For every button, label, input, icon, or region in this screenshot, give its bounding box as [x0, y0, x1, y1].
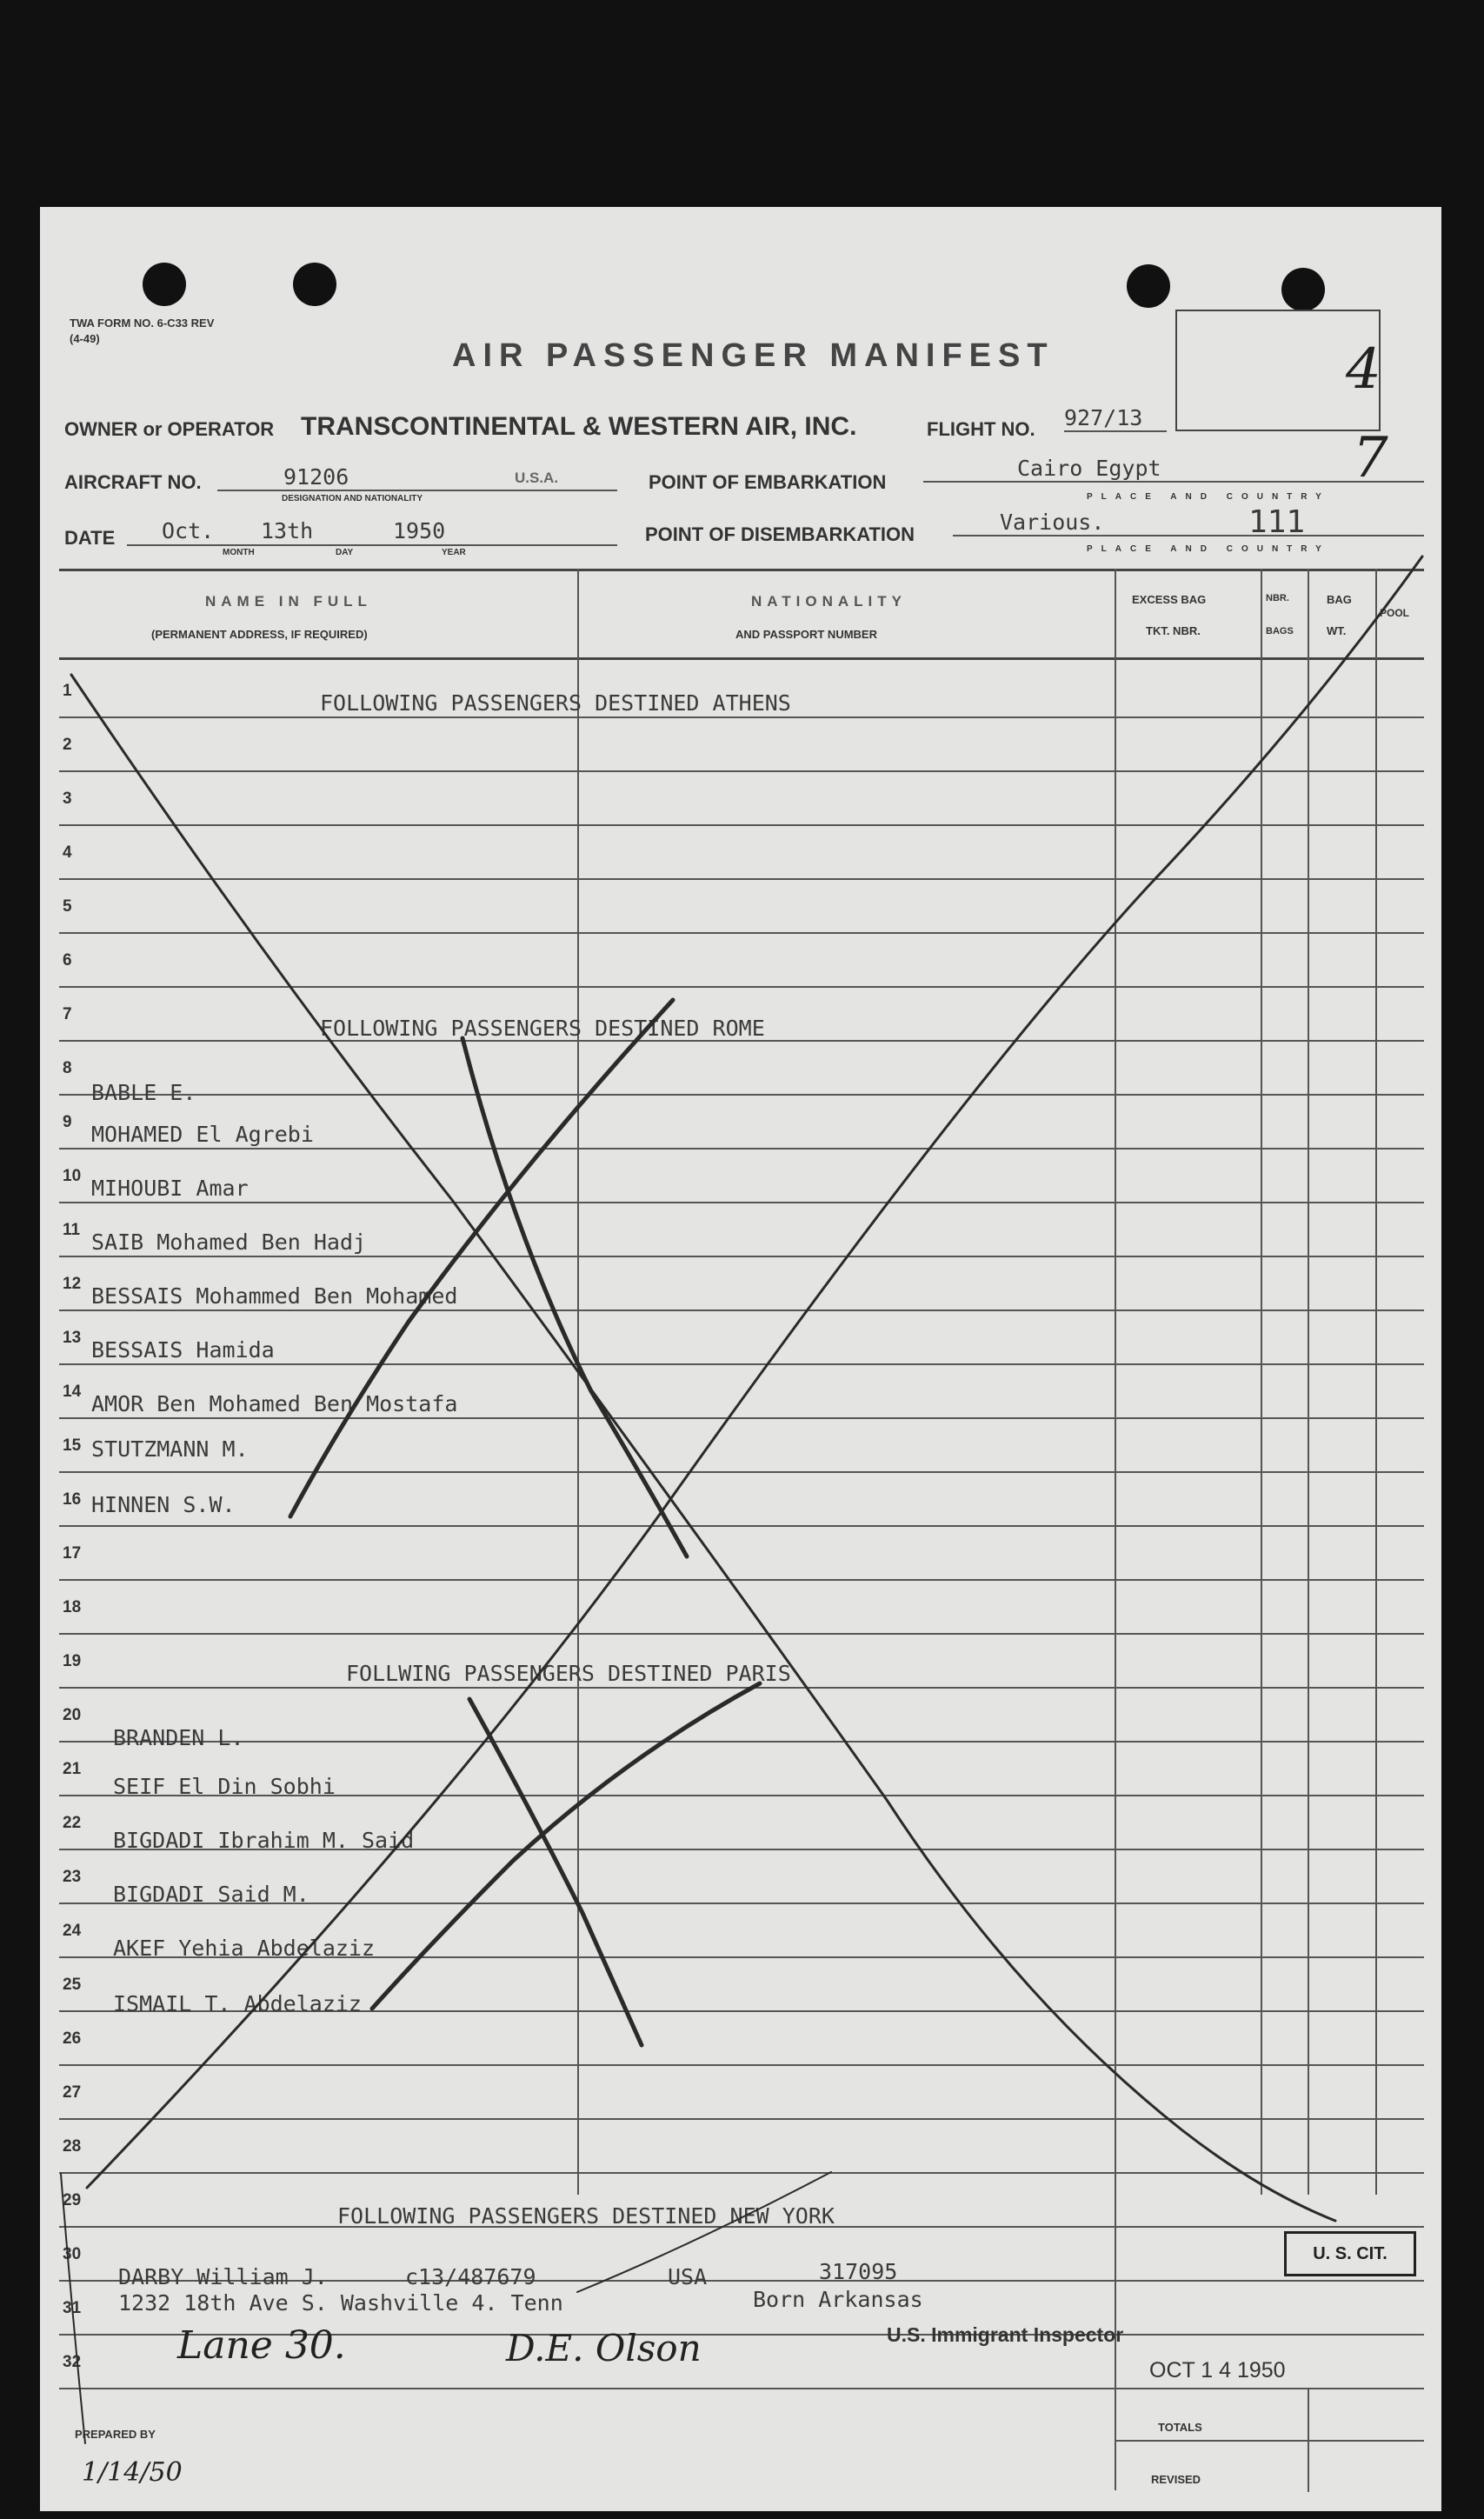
passenger-name: HINNEN S.W. [91, 1492, 236, 1517]
column-nbr-sub: BAGS [1266, 626, 1294, 636]
column-bag-title: BAG [1327, 593, 1352, 606]
passenger-name: BRANDEN L. [113, 1725, 244, 1750]
date-year: 1950 [393, 518, 446, 543]
row-number: 23 [63, 1868, 82, 1886]
passenger-name: BESSAIS Hamida [91, 1337, 275, 1363]
passenger-name: SEIF El Din Sobhi [113, 1774, 336, 1799]
row-number: 30 [63, 2245, 82, 2263]
form-number: TWA FORM NO. 6-C33 REV [70, 317, 215, 330]
revised-label: REVISED [1151, 2473, 1201, 2486]
date-day: 13th [261, 518, 314, 543]
row-number: 26 [63, 2029, 82, 2048]
large-cross-stroke [71, 675, 1335, 2221]
passenger-name: BIGDADI Ibrahim M. Said [113, 1828, 415, 1853]
row-number: 20 [63, 1706, 82, 1724]
row-number: 18 [63, 1598, 82, 1616]
date-caption-month: MONTH [223, 548, 255, 557]
row-number: 15 [63, 1436, 82, 1455]
row-number: 32 [63, 2353, 82, 2371]
passenger-address: 1232 18th Ave S. Washville 4. Tenn [118, 2290, 563, 2316]
row-number: 9 [63, 1113, 72, 1131]
prepared-by-label: PREPARED BY [75, 2428, 156, 2441]
prepared-by-value: 1/14/50 [82, 2457, 183, 2488]
disembark-label: POINT OF DISEMBARKATION [645, 523, 915, 545]
row-number: 2 [63, 736, 72, 754]
column-nbr-title: NBR. [1266, 593, 1289, 603]
row-number: 19 [63, 1652, 82, 1670]
page-title: AIR PASSENGER MANIFEST [452, 337, 1055, 374]
disembark-value: Various. [953, 510, 1424, 536]
flight-value: 927/13 [1064, 405, 1167, 432]
passenger-nationality: USA [668, 2264, 708, 2289]
owner-label: OWNER or OPERATOR [64, 418, 275, 440]
row-number: 31 [63, 2299, 82, 2317]
date-month: Oct. [162, 518, 215, 543]
row-number: 12 [63, 1275, 82, 1293]
column-excess-title: EXCESS BAG [1132, 593, 1207, 606]
section-heading-paris: FOLLWING PASSENGERS DESTINED PARIS [346, 1661, 791, 1686]
large-cross-stroke [87, 556, 1422, 2188]
owner-value: TRANSCONTINENTAL & WESTERN AIR, INC. [301, 412, 857, 441]
row-number: 3 [63, 790, 72, 808]
column-name-title: NAME IN FULL [205, 593, 372, 610]
new-york-strike-stroke [577, 2172, 831, 2292]
inspector-stamp: U.S. Immigrant Inspector [887, 2323, 1124, 2346]
date-caption-day: DAY [336, 548, 354, 557]
left-margin-stroke [61, 2174, 85, 2443]
column-pool: POOL [1380, 607, 1410, 619]
column-bag-sub: WT. [1327, 624, 1347, 637]
us-citizen-stamp: U. S. CIT. [1284, 2231, 1416, 2276]
row-number: 7 [63, 1005, 72, 1023]
disembark-caption: PLACE AND COUNTRY [1087, 544, 1330, 554]
row-number: 10 [63, 1167, 82, 1185]
row-number: 13 [63, 1329, 82, 1347]
inspector-signature: D.E. Olson [506, 2327, 702, 2369]
section-heading-athens: FOLLOWING PASSENGERS DESTINED ATHENS [320, 690, 791, 716]
row-number: 6 [63, 951, 72, 970]
row-number: 25 [63, 1976, 82, 1994]
passenger-count: 111 [1248, 504, 1306, 540]
paris-cross-stroke [372, 1683, 760, 2009]
date-label: DATE [64, 527, 116, 549]
column-nationality-title: NATIONALITY [751, 593, 908, 610]
row-number: 17 [63, 1544, 82, 1563]
passenger-name: STUTZMANN M. [91, 1436, 249, 1462]
date-caption-year: YEAR [442, 548, 466, 557]
passenger-name: AMOR Ben Mohamed Ben Mostafa [91, 1391, 458, 1416]
embark-value: Cairo Egypt [923, 456, 1424, 483]
passenger-name: AKEF Yehia Abdelaziz [113, 1936, 376, 1961]
passenger-name: BIGDADI Said M. [113, 1882, 309, 1907]
paris-cross-stroke [469, 1699, 642, 2045]
row-number: 8 [63, 1059, 72, 1077]
column-nationality-sub: AND PASSPORT NUMBER [735, 628, 877, 641]
row-number: 28 [63, 2137, 82, 2156]
passenger-name: SAIB Mohamed Ben Hadj [91, 1230, 367, 1255]
passenger-number: 317095 [819, 2259, 898, 2284]
row-number: 29 [63, 2191, 82, 2209]
passenger-name: MOHAMED El Agrebi [91, 1122, 314, 1147]
passenger-name: DARBY William J. [118, 2264, 328, 2289]
rome-cross-stroke [290, 1000, 673, 1516]
embark-label: POINT OF EMBARKATION [649, 471, 887, 493]
section-heading-new-york: FOLLOWING PASSENGERS DESTINED NEW YORK [337, 2203, 835, 2229]
aircraft-label: AIRCRAFT NO. [64, 471, 202, 493]
column-name-sub: (PERMANENT ADDRESS, IF REQUIRED) [151, 628, 368, 641]
row-number: 16 [63, 1490, 82, 1509]
row-number: 4 [63, 843, 72, 862]
aircraft-caption: DESIGNATION AND NATIONALITY [282, 494, 423, 503]
row-number: 21 [63, 1760, 82, 1778]
aircraft-value: 91206 [217, 464, 617, 491]
passenger-name: BABLE E. [91, 1080, 196, 1105]
row-number: 22 [63, 1814, 82, 1832]
row-number: 27 [63, 2083, 82, 2102]
handwritten-note: Lane 30. [177, 2323, 346, 2368]
flight-label: FLIGHT NO. [927, 418, 1035, 440]
corner-number: 4 [1346, 337, 1381, 402]
row-number: 11 [63, 1221, 81, 1239]
passenger-name: MIHOUBI Amar [91, 1176, 249, 1201]
passenger-name: ISMAIL T. Abdelaziz [113, 1991, 362, 2016]
aircraft-nationality: U.S.A. [515, 470, 559, 486]
row-number: 14 [63, 1383, 82, 1401]
row-number: 1 [63, 682, 72, 700]
stamp-date: OCT 1 4 1950 [1149, 2358, 1286, 2382]
passenger-birthplace: Born Arkansas [753, 2287, 923, 2312]
passport-number: c13/487679 [405, 2264, 536, 2289]
row-number: 24 [63, 1922, 82, 1940]
section-heading-rome: FOLLOWING PASSENGERS DESTINED ROME [320, 1016, 765, 1041]
rome-cross-stroke [463, 1038, 687, 1556]
corner-number: 7 [1353, 426, 1388, 490]
row-number: 5 [63, 897, 72, 916]
passenger-name: BESSAIS Mohammed Ben Mohamed [91, 1283, 458, 1309]
embark-caption: PLACE AND COUNTRY [1087, 492, 1330, 502]
totals-label: TOTALS [1158, 2421, 1202, 2434]
form-date: (4-49) [70, 332, 100, 345]
column-excess-sub: TKT. NBR. [1146, 624, 1201, 637]
